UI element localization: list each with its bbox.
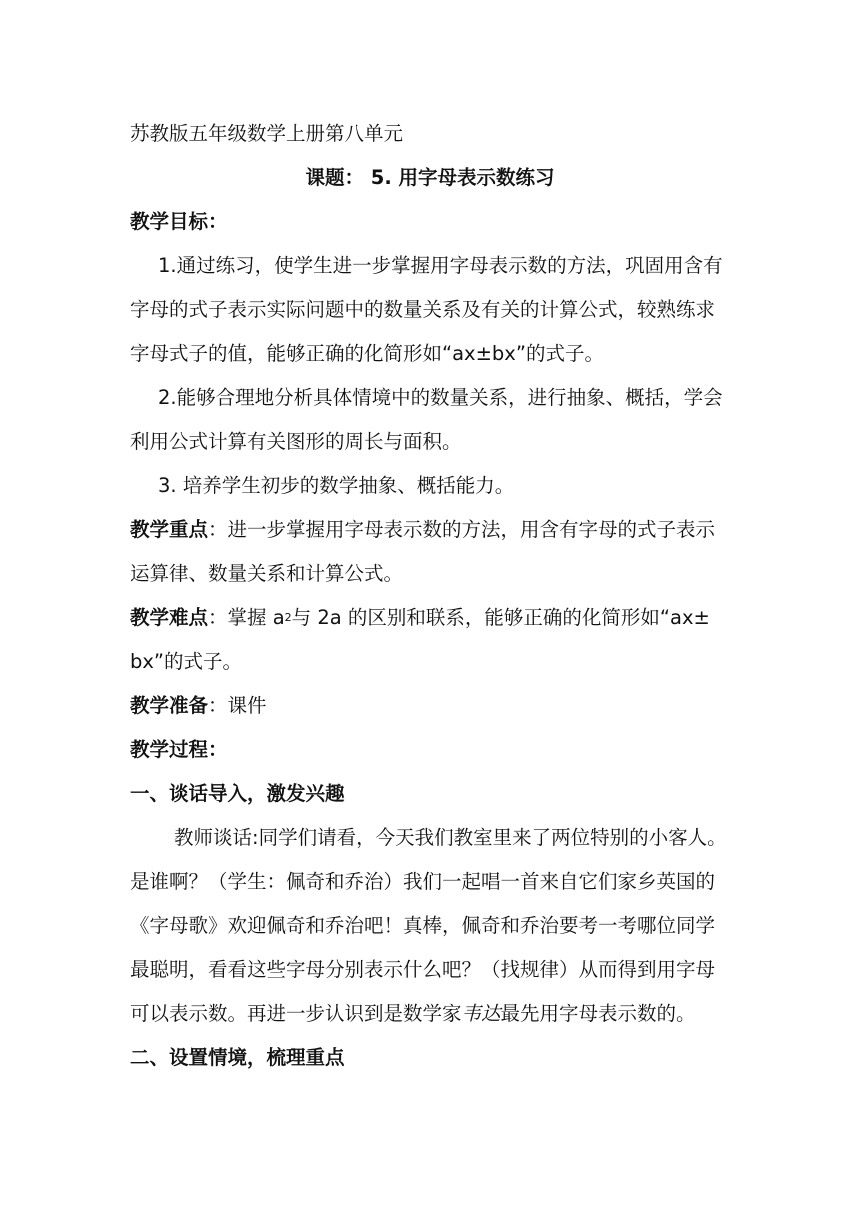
lesson-title xyxy=(130,156,730,200)
section-1-line-4 xyxy=(130,948,730,992)
document-body xyxy=(130,112,730,1080)
header-text: 苏教版五年级数学上册第八单元 xyxy=(130,122,404,146)
objective-3-line xyxy=(130,464,730,508)
objective-1-text-2: 字母的式子表示实际问题中的数量关系及有关的计算公式，较熟练求 xyxy=(130,298,716,322)
difficulties-text-before: ：掌握 a xyxy=(208,606,285,630)
key-points-line-1 xyxy=(130,508,730,552)
preparation-text: ：课件 xyxy=(208,694,267,718)
objective-2-text-1: 2.能够合理地分析具体情境中的数量关系，进行抽象、概括，学会 xyxy=(158,386,723,410)
key-points-line-2 xyxy=(130,552,730,596)
objective-1-text-3: 字母式子的值，能够正确的化简形如“ax±bx”的式子。 xyxy=(130,342,604,366)
objective-1-line-2 xyxy=(130,288,730,332)
objective-2-line-2 xyxy=(130,420,730,464)
key-points-text-2: 运算律、数量关系和计算公式。 xyxy=(130,562,404,586)
section-1-text-5a: 可以表示数。再进一步认识到是数学家 xyxy=(130,1002,462,1026)
process-heading xyxy=(130,728,730,772)
section-1-line-3 xyxy=(130,904,730,948)
section-1-text-4: 最聪明，看看这些字母分别表示什么吧？（找规律）从而得到用字母 xyxy=(130,958,716,982)
difficulties-text-after: 与 2a 的区别和联系，能够正确的化简形如“ax± xyxy=(291,606,710,630)
section-1-heading-text: 一、谈话导入，激发兴趣 xyxy=(130,782,345,806)
objective-2-line-1 xyxy=(130,376,730,420)
objective-1-text-1: 1.通过练习，使学生进一步掌握用字母表示数的方法，巩固用含有 xyxy=(158,254,723,278)
objective-2-text-2: 利用公式计算有关图形的周长与面积。 xyxy=(130,430,462,454)
objective-1-line-3 xyxy=(130,332,730,376)
section-1-text-1: 教师谈话:同学们请看，今天我们教室里来了两位特别的小客人。 xyxy=(174,826,727,850)
section-1-text-5b: 最先用字母表示数的。 xyxy=(500,1002,696,1026)
key-points-text-1: ：进一步掌握用字母表示数的方法，用含有字母的式子表示 xyxy=(208,518,716,542)
objectives-heading xyxy=(130,200,730,244)
preparation-line xyxy=(130,684,730,728)
objectives-heading-text: 教学目标： xyxy=(130,210,228,234)
section-1-line-5 xyxy=(130,992,730,1036)
process-heading-text: 教学过程： xyxy=(130,738,228,762)
section-2-heading-text: 二、设置情境，梳理重点 xyxy=(130,1046,345,1070)
objective-1-line-1 xyxy=(130,244,730,288)
section-1-line-2 xyxy=(130,860,730,904)
section-1-text-5-italic: 韦达 xyxy=(461,1002,501,1026)
section-1-heading xyxy=(130,772,730,816)
header-line xyxy=(130,112,730,156)
lesson-title-text: 课题： 5. 用字母表示数练习 xyxy=(305,166,555,190)
objective-3-text: 3. 培养学生初步的数学抽象、概括能力。 xyxy=(158,474,515,498)
key-points-label: 教学重点 xyxy=(130,518,209,542)
section-1-line-1 xyxy=(130,816,730,860)
difficulties-label: 教学难点 xyxy=(130,606,209,630)
section-1-text-3: 《字母歌》欢迎佩奇和乔治吧！真棒，佩奇和乔治要考一考哪位同学 xyxy=(130,914,716,938)
section-2-heading xyxy=(130,1036,730,1080)
preparation-label: 教学准备 xyxy=(130,694,209,718)
difficulties-text-2: bx”的式子。 xyxy=(130,650,243,674)
difficulties-line-1: 教学难点 ：掌握 a 2 与 2a 的区别和联系，能够正确的化简形如“ax± xyxy=(130,606,710,630)
section-1-text-2: 是谁啊？（学生：佩奇和乔治）我们一起唱一首来自它们家乡英国的 xyxy=(130,870,716,894)
difficulties-line-2 xyxy=(130,640,730,684)
